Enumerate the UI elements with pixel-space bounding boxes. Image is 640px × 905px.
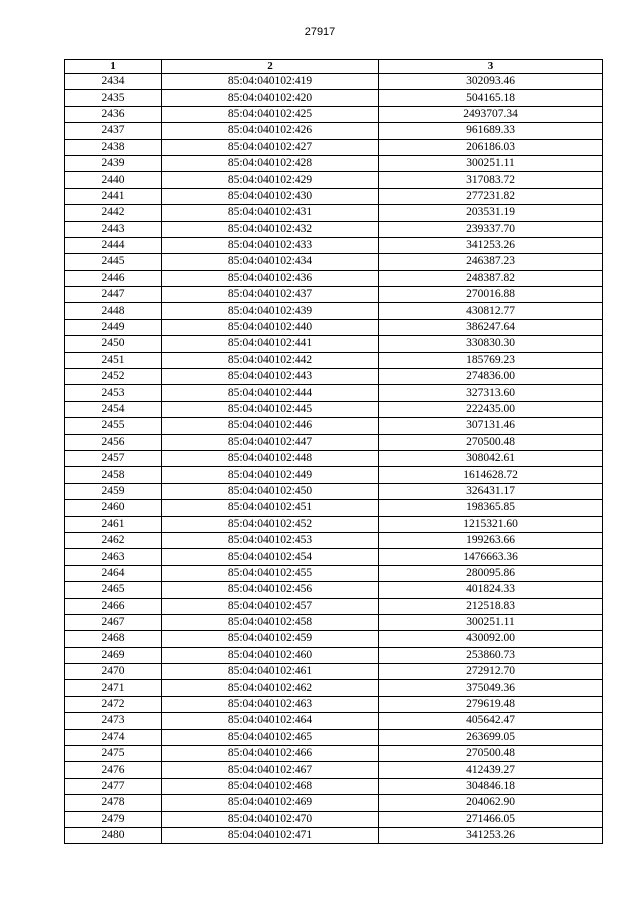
cadastral-number-cell: 85:04:040102:433 bbox=[162, 237, 379, 253]
row-number-cell: 2445 bbox=[65, 254, 162, 270]
cadastral-number-cell: 85:04:040102:456 bbox=[162, 582, 379, 598]
value-cell: 386247.64 bbox=[379, 319, 603, 335]
value-cell: 272912.70 bbox=[379, 664, 603, 680]
header-col-2: 2 bbox=[162, 60, 379, 74]
value-cell: 327313.60 bbox=[379, 385, 603, 401]
header-col-1: 1 bbox=[65, 60, 162, 74]
table-row bbox=[65, 74, 603, 90]
row-number-cell: 2465 bbox=[65, 582, 162, 598]
table-row bbox=[65, 532, 603, 548]
cadastral-number-cell: 85:04:040102:439 bbox=[162, 303, 379, 319]
cadastral-number-cell: 85:04:040102:442 bbox=[162, 352, 379, 368]
cadastral-number-cell: 85:04:040102:453 bbox=[162, 532, 379, 548]
row-number-cell: 2474 bbox=[65, 729, 162, 745]
value-cell: 300251.11 bbox=[379, 155, 603, 171]
value-cell: 304846.18 bbox=[379, 778, 603, 794]
row-number-cell: 2479 bbox=[65, 811, 162, 827]
row-number-cell: 2475 bbox=[65, 746, 162, 762]
table-row bbox=[65, 303, 603, 319]
table-row bbox=[65, 450, 603, 466]
cadastral-number-cell: 85:04:040102:420 bbox=[162, 90, 379, 106]
value-cell: 307131.46 bbox=[379, 418, 603, 434]
value-cell: 2493707.34 bbox=[379, 106, 603, 122]
cadastral-number-cell: 85:04:040102:467 bbox=[162, 762, 379, 778]
table-row bbox=[65, 352, 603, 368]
cadastral-number-cell: 85:04:040102:448 bbox=[162, 450, 379, 466]
value-cell: 300251.11 bbox=[379, 614, 603, 630]
row-number-cell: 2437 bbox=[65, 123, 162, 139]
cadastral-number-cell: 85:04:040102:429 bbox=[162, 172, 379, 188]
row-number-cell: 2468 bbox=[65, 631, 162, 647]
cadastral-number-cell: 85:04:040102:470 bbox=[162, 811, 379, 827]
value-cell: 330830.30 bbox=[379, 336, 603, 352]
cadastral-number-cell: 85:04:040102:447 bbox=[162, 434, 379, 450]
row-number-cell: 2457 bbox=[65, 450, 162, 466]
header-row bbox=[65, 60, 603, 74]
cadastral-number-cell: 85:04:040102:441 bbox=[162, 336, 379, 352]
value-cell: 185769.23 bbox=[379, 352, 603, 368]
table-row bbox=[65, 270, 603, 286]
table-row bbox=[65, 401, 603, 417]
table-row bbox=[65, 664, 603, 680]
table-row bbox=[65, 434, 603, 450]
cadastral-number-cell: 85:04:040102:464 bbox=[162, 713, 379, 729]
row-number-cell: 2451 bbox=[65, 352, 162, 368]
row-number-cell: 2476 bbox=[65, 762, 162, 778]
row-number-cell: 2453 bbox=[65, 385, 162, 401]
cadastral-number-cell: 85:04:040102:466 bbox=[162, 746, 379, 762]
row-number-cell: 2472 bbox=[65, 696, 162, 712]
value-cell: 239337.70 bbox=[379, 221, 603, 237]
value-cell: 308042.61 bbox=[379, 450, 603, 466]
value-cell: 277231.82 bbox=[379, 188, 603, 204]
table-row bbox=[65, 385, 603, 401]
row-number-cell: 2461 bbox=[65, 516, 162, 532]
table-row bbox=[65, 680, 603, 696]
table-row bbox=[65, 778, 603, 794]
cadastral-number-cell: 85:04:040102:463 bbox=[162, 696, 379, 712]
cadastral-number-cell: 85:04:040102:471 bbox=[162, 827, 379, 843]
row-number-cell: 2446 bbox=[65, 270, 162, 286]
value-cell: 271466.05 bbox=[379, 811, 603, 827]
value-cell: 246387.23 bbox=[379, 254, 603, 270]
table-row bbox=[65, 106, 603, 122]
cadastral-number-cell: 85:04:040102:432 bbox=[162, 221, 379, 237]
value-cell: 341253.26 bbox=[379, 237, 603, 253]
table-row bbox=[65, 795, 603, 811]
value-cell: 222435.00 bbox=[379, 401, 603, 417]
value-cell: 270500.48 bbox=[379, 434, 603, 450]
cadastral-number-cell: 85:04:040102:468 bbox=[162, 778, 379, 794]
cadastral-number-cell: 85:04:040102:454 bbox=[162, 549, 379, 565]
value-cell: 206186.03 bbox=[379, 139, 603, 155]
row-number-cell: 2449 bbox=[65, 319, 162, 335]
value-cell: 401824.33 bbox=[379, 582, 603, 598]
value-cell: 1476663.36 bbox=[379, 549, 603, 565]
value-cell: 203531.19 bbox=[379, 205, 603, 221]
table-row bbox=[65, 713, 603, 729]
row-number-cell: 2471 bbox=[65, 680, 162, 696]
table-header bbox=[65, 60, 603, 74]
page-number: 27917 bbox=[304, 26, 336, 38]
cadastral-number-cell: 85:04:040102:434 bbox=[162, 254, 379, 270]
row-number-cell: 2448 bbox=[65, 303, 162, 319]
cadastral-number-cell: 85:04:040102:460 bbox=[162, 647, 379, 663]
row-number-cell: 2438 bbox=[65, 139, 162, 155]
cadastral-number-cell: 85:04:040102:459 bbox=[162, 631, 379, 647]
table-row bbox=[65, 155, 603, 171]
table-row bbox=[65, 631, 603, 647]
value-cell: 270500.48 bbox=[379, 746, 603, 762]
table-row bbox=[65, 319, 603, 335]
row-number-cell: 2469 bbox=[65, 647, 162, 663]
cadastral-number-cell: 85:04:040102:436 bbox=[162, 270, 379, 286]
value-cell: 326431.17 bbox=[379, 483, 603, 499]
table-row bbox=[65, 549, 603, 565]
table-row bbox=[65, 827, 603, 843]
cadastral-number-cell: 85:04:040102:451 bbox=[162, 500, 379, 516]
cadastral-number-cell: 85:04:040102:427 bbox=[162, 139, 379, 155]
row-number-cell: 2477 bbox=[65, 778, 162, 794]
table-row bbox=[65, 647, 603, 663]
cadastral-number-cell: 85:04:040102:449 bbox=[162, 467, 379, 483]
value-cell: 212518.83 bbox=[379, 598, 603, 614]
table-row bbox=[65, 188, 603, 204]
row-number-cell: 2466 bbox=[65, 598, 162, 614]
value-cell: 504165.18 bbox=[379, 90, 603, 106]
cadastral-number-cell: 85:04:040102:419 bbox=[162, 74, 379, 90]
table-row bbox=[65, 483, 603, 499]
cadastral-number-cell: 85:04:040102:426 bbox=[162, 123, 379, 139]
row-number-cell: 2435 bbox=[65, 90, 162, 106]
cadastral-number-cell: 85:04:040102:437 bbox=[162, 287, 379, 303]
cadastral-number-cell: 85:04:040102:443 bbox=[162, 369, 379, 385]
row-number-cell: 2464 bbox=[65, 565, 162, 581]
cadastral-number-cell: 85:04:040102:428 bbox=[162, 155, 379, 171]
row-number-cell: 2444 bbox=[65, 237, 162, 253]
row-number-cell: 2440 bbox=[65, 172, 162, 188]
table-row bbox=[65, 582, 603, 598]
value-cell: 375049.36 bbox=[379, 680, 603, 696]
value-cell: 204062.90 bbox=[379, 795, 603, 811]
table-body bbox=[65, 74, 603, 844]
cadastral-number-cell: 85:04:040102:450 bbox=[162, 483, 379, 499]
row-number-cell: 2467 bbox=[65, 614, 162, 630]
table-row bbox=[65, 172, 603, 188]
table-row bbox=[65, 287, 603, 303]
row-number-cell: 2447 bbox=[65, 287, 162, 303]
value-cell: 430092.00 bbox=[379, 631, 603, 647]
value-cell: 317083.72 bbox=[379, 172, 603, 188]
cadastral-number-cell: 85:04:040102:458 bbox=[162, 614, 379, 630]
row-number-cell: 2473 bbox=[65, 713, 162, 729]
cadastral-number-cell: 85:04:040102:457 bbox=[162, 598, 379, 614]
cadastral-number-cell: 85:04:040102:425 bbox=[162, 106, 379, 122]
table-row bbox=[65, 762, 603, 778]
table-row bbox=[65, 746, 603, 762]
row-number-cell: 2459 bbox=[65, 483, 162, 499]
table-row bbox=[65, 139, 603, 155]
table-row bbox=[65, 696, 603, 712]
row-number-cell: 2434 bbox=[65, 74, 162, 90]
value-cell: 412439.27 bbox=[379, 762, 603, 778]
value-cell: 198365.85 bbox=[379, 500, 603, 516]
table-row bbox=[65, 516, 603, 532]
table-row bbox=[65, 205, 603, 221]
row-number-cell: 2452 bbox=[65, 369, 162, 385]
row-number-cell: 2480 bbox=[65, 827, 162, 843]
cadastral-number-cell: 85:04:040102:445 bbox=[162, 401, 379, 417]
value-cell: 341253.26 bbox=[379, 827, 603, 843]
value-cell: 279619.48 bbox=[379, 696, 603, 712]
row-number-cell: 2478 bbox=[65, 795, 162, 811]
row-number-cell: 2442 bbox=[65, 205, 162, 221]
row-number-cell: 2458 bbox=[65, 467, 162, 483]
cadastral-number-cell: 85:04:040102:444 bbox=[162, 385, 379, 401]
table-row bbox=[65, 254, 603, 270]
value-cell: 961689.33 bbox=[379, 123, 603, 139]
cadastral-number-cell: 85:04:040102:462 bbox=[162, 680, 379, 696]
table-row bbox=[65, 614, 603, 630]
row-number-cell: 2436 bbox=[65, 106, 162, 122]
row-number-cell: 2456 bbox=[65, 434, 162, 450]
row-number-cell: 2455 bbox=[65, 418, 162, 434]
cadastral-number-cell: 85:04:040102:452 bbox=[162, 516, 379, 532]
row-number-cell: 2460 bbox=[65, 500, 162, 516]
cadastral-number-cell: 85:04:040102:446 bbox=[162, 418, 379, 434]
cadastral-number-cell: 85:04:040102:431 bbox=[162, 205, 379, 221]
table-row bbox=[65, 467, 603, 483]
value-cell: 248387.82 bbox=[379, 270, 603, 286]
value-cell: 199263.66 bbox=[379, 532, 603, 548]
table-row bbox=[65, 418, 603, 434]
row-number-cell: 2439 bbox=[65, 155, 162, 171]
table-row bbox=[65, 729, 603, 745]
row-number-cell: 2450 bbox=[65, 336, 162, 352]
cadastral-number-cell: 85:04:040102:461 bbox=[162, 664, 379, 680]
cadastral-number-cell: 85:04:040102:440 bbox=[162, 319, 379, 335]
table-row bbox=[65, 336, 603, 352]
value-cell: 270016.88 bbox=[379, 287, 603, 303]
value-cell: 430812.77 bbox=[379, 303, 603, 319]
row-number-cell: 2443 bbox=[65, 221, 162, 237]
value-cell: 302093.46 bbox=[379, 74, 603, 90]
table-row bbox=[65, 369, 603, 385]
cadastral-number-cell: 85:04:040102:455 bbox=[162, 565, 379, 581]
value-cell: 274836.00 bbox=[379, 369, 603, 385]
header-col-3: 3 bbox=[379, 60, 603, 74]
row-number-cell: 2470 bbox=[65, 664, 162, 680]
table-row bbox=[65, 237, 603, 253]
row-number-cell: 2462 bbox=[65, 532, 162, 548]
row-number-cell: 2463 bbox=[65, 549, 162, 565]
value-cell: 253860.73 bbox=[379, 647, 603, 663]
table-row bbox=[65, 598, 603, 614]
cadastral-number-cell: 85:04:040102:465 bbox=[162, 729, 379, 745]
cadastral-value-table bbox=[64, 59, 603, 844]
value-cell: 280095.86 bbox=[379, 565, 603, 581]
table-row bbox=[65, 221, 603, 237]
value-cell: 1614628.72 bbox=[379, 467, 603, 483]
row-number-cell: 2441 bbox=[65, 188, 162, 204]
value-cell: 405642.47 bbox=[379, 713, 603, 729]
value-cell: 1215321.60 bbox=[379, 516, 603, 532]
value-cell: 263699.05 bbox=[379, 729, 603, 745]
table-row bbox=[65, 565, 603, 581]
row-number-cell: 2454 bbox=[65, 401, 162, 417]
cadastral-number-cell: 85:04:040102:469 bbox=[162, 795, 379, 811]
table-row bbox=[65, 90, 603, 106]
cadastral-number-cell: 85:04:040102:430 bbox=[162, 188, 379, 204]
table-row bbox=[65, 500, 603, 516]
table-row bbox=[65, 123, 603, 139]
table-row bbox=[65, 811, 603, 827]
